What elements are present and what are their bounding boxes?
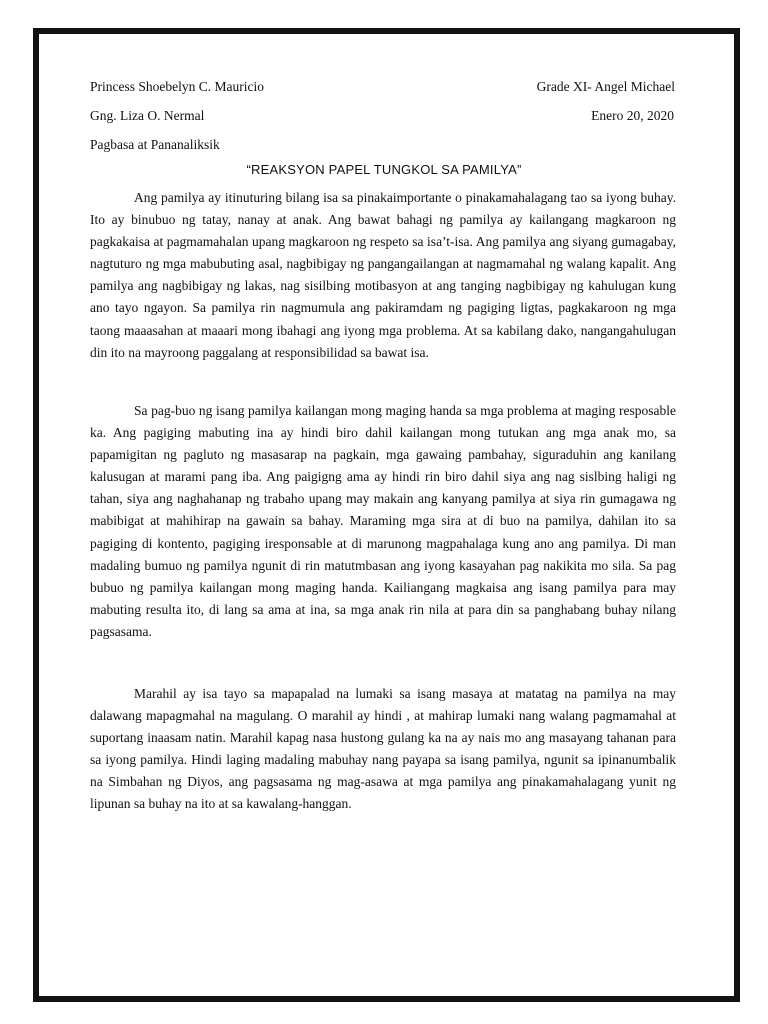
teacher-name: Gng. Liza O. Nermal	[90, 108, 205, 123]
document-date: Enero 20, 2020	[591, 108, 674, 123]
paragraph-1: Ang pamilya ay itinuturing bilang isa sa pinakaimportante o pinakamahalagang tao sa iyong buhay. Ito ay binubuo ng tatay, nanay at anak. Ang bawat bahagi ng pamilya ay kailangang magkaroon ng pagkakaisa at pagmamahalan upang magkaroon ng respeto sa isa’t-isa. Ang pamilya ang siyang gumagabay, nagtuturo ng mga mabubuting asal, nagbibigay ng pangangailangan at nagmamahal ng walang kapalit. Ang pamilya ang nagbibigay ng lakas, nag sisilbing motibasyon at ang tanging nagbibigay ng kahulugan kung ano tayo ngayon. Sa pamilya rin nagmumula ang pakiramdam ng pagiging ligtas, pagkakaroon ng mga taong maaasahan at maaari mong ibahagi ang iyong mga problema. At sa kabilang dako, nangangahulugan din ito na mayroong paggalang at responsibilidad sa bawat isa.	[90, 190, 676, 360]
grade-section: Grade XI- Angel Michael	[536, 79, 675, 94]
paragraph-2: Sa pag-buo ng isang pamilya kailangan mong maging handa sa mga problema at maging resposable ka. Ang pagiging mabuting ina ay hindi biro dahil kailangan mong tutukan ang mga anak mo, sa papamigitan ng pagluto ng masasarap na pagkain, mga gawaing pambahay, siguraduhin ang kanilang kalusugan at marami pang iba. Ang paigigng ama ay hindi rin biro dahil siya ang nag sislbing haligi ng tahan, siya ang naghahanap ng trabaho upang may makain ang kanyang pamilya at siya rin gumagawa ng mabibigat at mahihirap na gawain sa bahay. Maraming mga sira at di buo na pamilya, dahilan ito sa pagiging di kontento, pagiging iresponsable at di marunong magpahalaga kung ano ang pamilya. Di man madaling bumuo ng pamilya ngunit di rin matutmbasan ang iyong kasayahan pag nakikita mo sila. Sa pag bubuo ng pamilya kailangan mong maging handa. Kailiangang magkaisa ang isang pamilya para may mabuting resulta ito, di lang sa ama at ina, sa mga anak rin nila at para din sa panghabang buhay nilang pagsasama.	[90, 403, 676, 639]
paragraph-3: Marahil ay isa tayo sa mapapalad na lumaki sa isang masaya at matatag na pamilya na may dalawang mapagmahal na magulang. O marahil ay hindi , at mahirap lumaki nang walang pagmamahal at suportang inaasam natin. Marahil kapag nasa hustong gulang ka na ay nais mo ang masayang tahanan para sa iyong pamilya. Hindi laging madaling mabuhay nang payapa sa isang pamilya, ngunit sa ipinanumbalik na Simbahan ng Diyos, ang pagsasama ng mag-asawa at mga pamilya ang pinakamahalagang yunit ng lipunan sa buhay na ito at sa kawalang-hanggan.	[90, 686, 676, 812]
student-name: Princess Shoebelyn C. Mauricio	[90, 79, 264, 94]
subject-name: Pagbasa at Pananaliksik	[90, 137, 220, 152]
document-title: “REAKSYON PAPEL TUNGKOL SA PAMILYA”	[246, 162, 522, 177]
